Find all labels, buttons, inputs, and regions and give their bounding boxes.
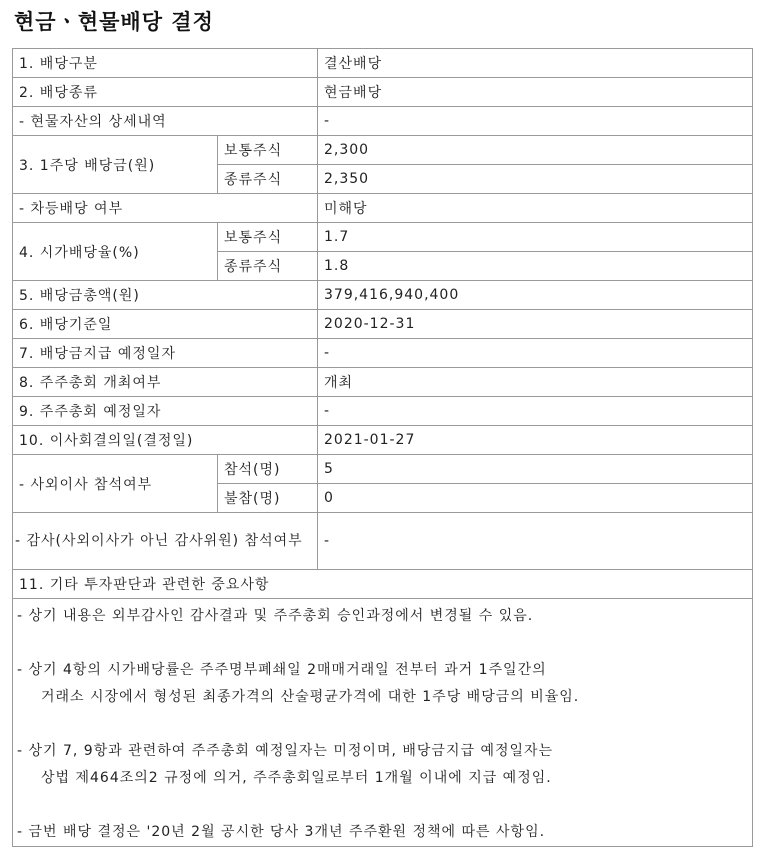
row-label: - 감사(사외이사가 아닌 감사위원) 참석여부 <box>13 513 318 570</box>
row-label: - 사외이사 참석여부 <box>13 455 218 513</box>
row-label: 4. 시가배당율(%) <box>13 223 218 281</box>
note-text: - 상기 7, 9항과 관련하여 주주총회 예정일자는 미정이며, 배당금지급 예정일자는 <box>17 743 554 759</box>
row-value: 현금배당 <box>318 78 753 107</box>
page-title: 현금ㆍ현물배당 결정 <box>14 10 214 34</box>
sub-label: 보통주식 <box>218 136 318 165</box>
note-text: 상법 제464조의2 규정에 의거, 주주총회일로부터 1개월 이내에 지급 예정임. <box>41 770 552 786</box>
note-text: - 금번 배당 결정은 '20년 2월 공시한 당사 3개년 주주환원 정책에 따른 사항임. <box>17 824 546 840</box>
sub-label: 종류주식 <box>218 252 318 281</box>
row-label: 7. 배당금지급 예정일자 <box>13 339 318 368</box>
row-label: 10. 이사회결의일(결정일) <box>13 426 318 455</box>
table-row <box>13 513 753 570</box>
row-value: 2,350 <box>318 165 753 194</box>
row-value: 1.7 <box>318 223 753 252</box>
row-value: 5 <box>318 455 753 484</box>
table-row <box>13 570 753 599</box>
note-text: 거래소 시장에서 형성된 최종가격의 산술평균가격에 대한 1주당 배당금의 비율임. <box>41 689 580 705</box>
row-value: 1.8 <box>318 252 753 281</box>
table-row <box>13 194 753 223</box>
row-label: - 차등배당 여부 <box>13 194 318 223</box>
row-value: - <box>318 339 753 368</box>
row-value: 2020-12-31 <box>318 310 753 339</box>
row-value: - <box>318 107 753 136</box>
table-row <box>13 339 753 368</box>
row-value: 미해당 <box>318 194 753 223</box>
row-label: - 현물자산의 상세내역 <box>13 107 318 136</box>
row-value: 결산배당 <box>318 49 753 78</box>
note-text: - 상기 내용은 외부감사인 감사결과 및 주주총회 승인과정에서 변경될 수 있음. <box>17 608 534 624</box>
row-label: 5. 배당금총액(원) <box>13 281 318 310</box>
table-row <box>13 426 753 455</box>
row-label: 6. 배당기준일 <box>13 310 318 339</box>
row-label: 9. 주주총회 예정일자 <box>13 397 318 426</box>
note-text: - 상기 4항의 시가배당률은 주주명부폐쇄일 2매매거래일 전부터 과거 1주일간의 <box>17 662 547 678</box>
row-label: 8. 주주총회 개최여부 <box>13 368 318 397</box>
row-value: - <box>318 513 753 570</box>
dividend-disclosure-table <box>12 48 753 847</box>
table-row <box>13 310 753 339</box>
row-value: 0 <box>318 484 753 513</box>
row-value: 개최 <box>318 368 753 397</box>
table-row <box>13 368 753 397</box>
table-row <box>13 281 753 310</box>
table-row <box>13 223 753 252</box>
row-value: 2021-01-27 <box>318 426 753 455</box>
table-row <box>13 455 753 484</box>
row-value: 2,300 <box>318 136 753 165</box>
table-row <box>13 397 753 426</box>
sub-label: 종류주식 <box>218 165 318 194</box>
table-row <box>13 136 753 165</box>
row-value: - <box>318 397 753 426</box>
row-value: 379,416,940,400 <box>318 281 753 310</box>
table-row <box>13 107 753 136</box>
section-heading: 11. 기타 투자판단과 관련한 중요사항 <box>13 570 753 599</box>
table-row <box>13 49 753 78</box>
row-label: 2. 배당종류 <box>13 78 318 107</box>
sub-label: 보통주식 <box>218 223 318 252</box>
notes-cell <box>13 599 753 847</box>
sub-label: 불참(명) <box>218 484 318 513</box>
table-row <box>13 78 753 107</box>
row-label: 1. 배당구분 <box>13 49 318 78</box>
sub-label: 참석(명) <box>218 455 318 484</box>
table-row <box>13 599 753 847</box>
row-label: 3. 1주당 배당금(원) <box>13 136 218 194</box>
